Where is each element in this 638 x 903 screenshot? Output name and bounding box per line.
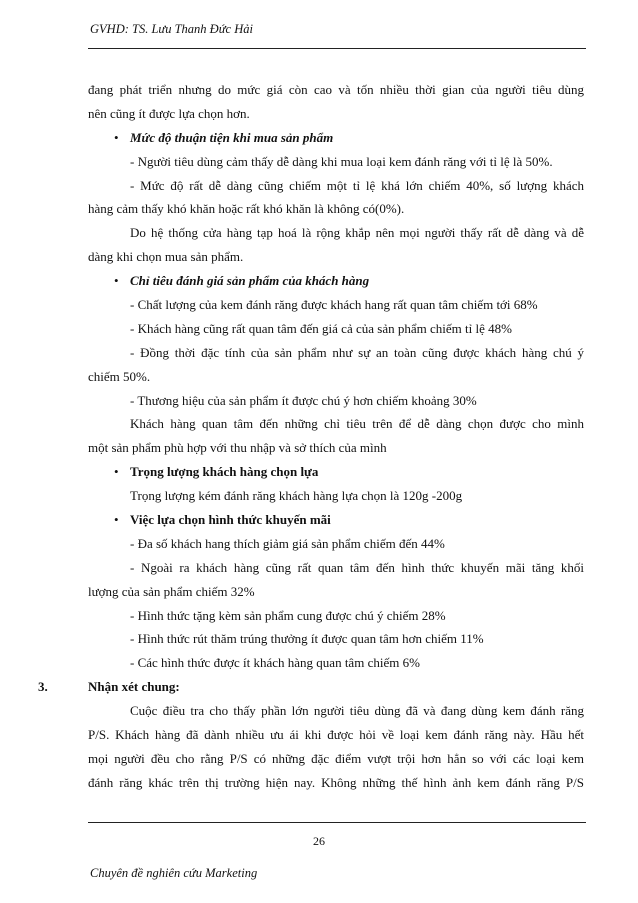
text-line: dàng khi chọn mua sản phẩm. [88, 249, 244, 265]
footer-rule [88, 822, 586, 823]
text-line: mọi người đều cho rằng P/S có những đặc điểm vượt trội hơn hẳn so với các loại kem [88, 750, 584, 766]
text-line: lượng của sản phẩm chiếm 32% [88, 583, 255, 599]
bullet-icon: • [114, 273, 119, 289]
bullet-heading: • Mức độ thuận tiện khi mua sản phẩm [88, 126, 584, 150]
bullet-icon: • [114, 129, 119, 145]
text-line: - Chất lượng của kem đánh răng được khách hang rất quan tâm chiếm tới 68% [130, 297, 538, 313]
text-line: chiếm 50%. [88, 368, 151, 384]
text-line: - Các hình thức được ít khách hàng quan tâm chiếm 6% [130, 655, 420, 671]
page-number: 26 [313, 834, 325, 848]
text-line: Trọng lượng kém đánh răng khách hàng lựa chọn là 120g -200g [130, 488, 463, 504]
text-line: - Hình thức rút thăm trúng thưởng ít được quan tâm hơn chiếm 11% [130, 631, 484, 647]
text-line: đang phát triển nhưng do mức giá còn cao và tốn nhiều thời gian của người tiêu dùng [88, 82, 584, 97]
text-line: hàng cảm thấy khó khăn hoặc rất khó khăn là không có(0%). [88, 201, 405, 217]
page-header: GVHD: TS. Lưu Thanh Đức Hải [90, 22, 253, 36]
text-line: - Hình thức tặng kèm sản phẩm cung được chú ý chiếm 28% [130, 607, 446, 623]
section-heading: 3. Nhận xét chung: [88, 675, 584, 699]
page-footer: Chuyên đề nghiên cứu Marketing [90, 866, 258, 880]
text-line: - Mức độ rất dễ dàng cũng chiếm một tỉ lệ khá lớn chiếm 40%, số lượng khách [130, 177, 584, 193]
text-line: Do hệ thống cửa hàng tạp hoá là rộng khắp nên mọi người thấy rất dễ dàng và dễ [130, 225, 584, 241]
bullet-icon: • [114, 464, 119, 480]
bullet-heading: • Trọng lượng khách hàng chọn lựa [88, 460, 584, 484]
bullet-heading: • Chỉ tiêu đánh giá sản phẩm của khách hàng [88, 269, 584, 293]
text-line: Cuộc điều tra cho thấy phần lớn người tiêu dùng đã và đang dùng kem đánh răng [130, 703, 584, 719]
text-line: một sản phẩm phù hợp với thu nhập và sở thích của mình [88, 440, 387, 456]
text-line: - Người tiêu dùng cảm thấy dễ dàng khi mua loại kem đánh răng với tỉ lệ là 50%. [130, 153, 553, 169]
text-line: - Khách hàng cũng rất quan tâm đến giá cả của sản phẩm chiếm tỉ lệ 48% [130, 320, 512, 336]
text-line: nên cũng ít được lựa chọn hơn. [88, 105, 250, 121]
document-body [38, 78, 584, 795]
text-line: - Thương hiệu của sản phẩm ít được chú ý hơn chiếm khoảng 30% [130, 392, 477, 408]
bullet-icon: • [114, 512, 119, 528]
text-line: đánh răng khác trên thị trường hiện nay. Không những thế hình ảnh kem đánh răng P/S [88, 774, 584, 790]
text-line: - Đồng thời đặc tính của sản phẩm như sự an toàn cũng được khách hàng chú ý [130, 344, 584, 360]
section-number: 3. [38, 679, 48, 695]
text-line: - Ngoài ra khách hàng cũng rất quan tâm đến hình thức khuyến mãi tăng khối [130, 559, 584, 575]
text-line: Khách hàng quan tâm đến những chỉ tiêu trên để dễ dàng chọn được cho mình [130, 416, 584, 432]
text-line: - Đa số khách hang thích giảm giá sản phẩm chiếm đến 44% [130, 535, 445, 551]
header-rule [88, 48, 586, 49]
text-line: P/S. Khách hàng đã dành nhiều ưu ái khi được hỏi về loại kem đánh răng này. Hầu hết [88, 727, 584, 743]
bullet-heading: • Việc lựa chọn hình thức khuyến mãi [88, 508, 584, 532]
